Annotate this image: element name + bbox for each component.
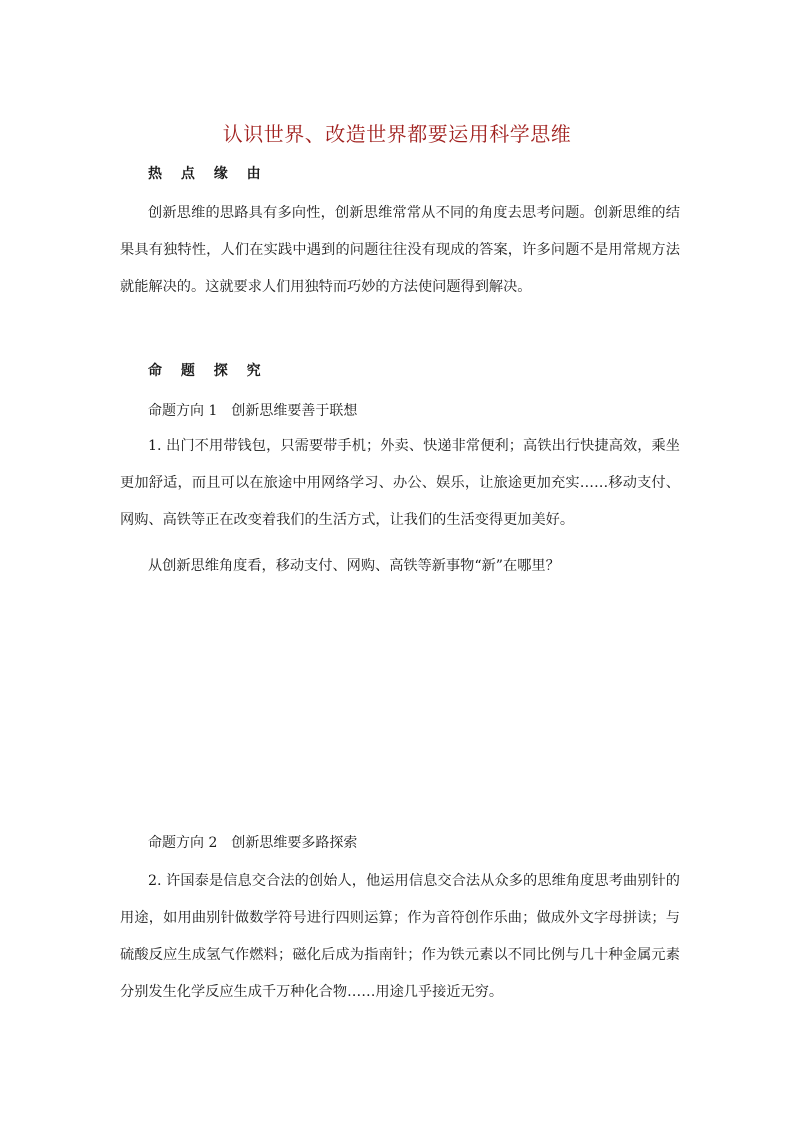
- question-1-paragraph: 1. 出门不用带钱包，只需要带手机；外卖、快递非常便利；高铁出行快捷高效，乘坐更加舒适，而且可以在旅途中用网络学习、办公、娱乐，让旅途更加充实……移动支付、网购、高铁等正在改变着我们的生活方式，让我们的生活变得更加美好。: [120, 438, 680, 528]
- question-2-paragraph: 2. 许国泰是信息交合法的创始人，他运用信息交合法从众多的思维角度思考曲别针的用途，如用曲别针做数学符号进行四则运算；作为音符创作乐曲；做成外文字母拼读；与硫酸反应生成氢气作燃料；磁化后成为指南针；作为铁元素以不同比例与几十种金属元素分别发生化学反应生成千万种化合物……用途几乎接近无穷。: [120, 873, 680, 1000]
- page-title: 认识世界、改造世界都要运用科学思维: [222, 122, 572, 146]
- direction-1-label: 命题方向 1 创新思维要善于联想: [148, 403, 358, 419]
- section-heading-hotspot: 热 点 缘 由: [148, 166, 268, 182]
- section-heading-exploration: 命 题 探 究: [148, 363, 268, 379]
- hotspot-paragraph: 创新思维的思路具有多向性，创新思维常常从不同的角度去思考问题。创新思维的结果具有独特性，人们在实践中遇到的问题往往没有现成的答案，许多问题不是用常规方法就能解决的。这就要求人们用独特而巧妙的方法使问题得到解决。: [120, 205, 680, 295]
- question-1-prompt: 从创新思维角度看，移动支付、网购、高铁等新事物“新”在哪里？: [148, 558, 560, 574]
- direction-2-label: 命题方向 2 创新思维要多路探索: [148, 835, 358, 851]
